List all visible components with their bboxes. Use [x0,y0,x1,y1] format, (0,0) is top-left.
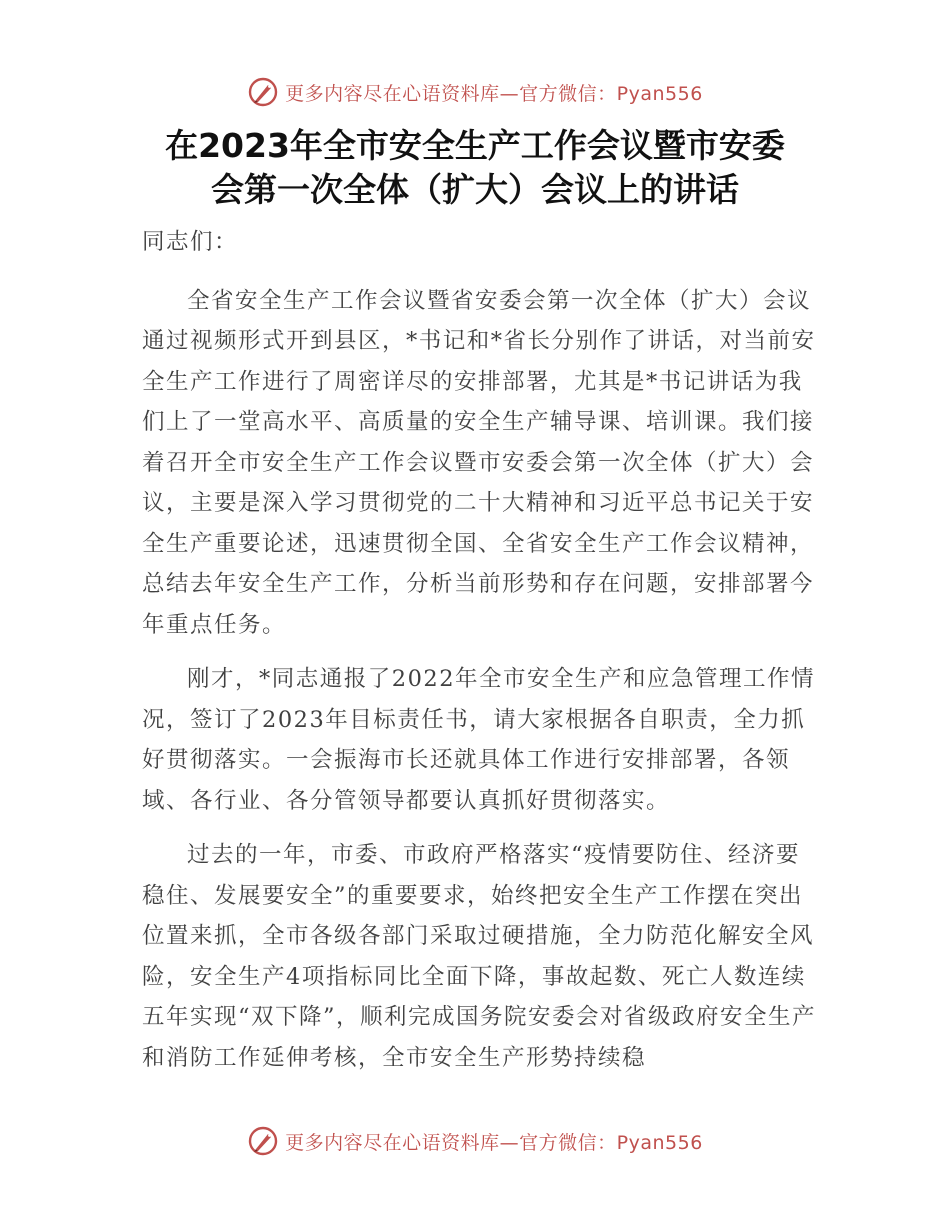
pen-nib-logo-icon [247,76,279,108]
salutation: 同志们： [142,229,239,255]
watermark-footer [0,1121,950,1161]
watermark-text: 更多内容尽在心语资料库—官方微信：Pyan556 [285,82,703,105]
paragraph-1: 全省安全生产工作会议暨省安委会第一次全体（扩大）会议通过视频形式开到县区，*书记和*省长分别作了讲话，对当前安全生产工作进行了周密详尽的安排部署，尤其是*书记讲话为我们上了一堂高水平、高质量的安全生产辅导课、培训课。我们接着召开全市安全生产工作会议暨市安委会第一次全体（扩大）会议，主要是深入学习贯彻党的二十大精神和习近平总书记关于安全生产重要论述，迅速贯彻全国、全省安全生产工作会议精神，总结去年安全生产工作，分析当前形势和存在问题，安排部署今年重点任务。 [142,287,816,638]
watermark-text: 更多内容尽在心语资料库—官方微信：Pyan556 [285,1131,703,1154]
pen-nib-logo-icon [247,1125,279,1157]
watermark-header [0,72,950,112]
title-line-2: 会第一次全体（扩大）会议上的讲话 [211,170,739,209]
title-line-1: 在2023年全市安全生产工作会议暨市安委 [165,126,785,165]
paragraph-3: 过去的一年，市委、市政府严格落实“疫情要防住、经济要稳住、发展要安全”的重要要求，始终把安全生产工作摆在突出位置来抓，全市各级各部门采取过硬措施，全力防范化解安全风险，安全生产4项指标同比全面下降，事故起数、死亡人数连续五年实现“双下降”，顺利完成国务院安委会对省级政府安全生产和消防工作延伸考核，全市安全生产形势持续稳 [142,842,817,1071]
document-title [100,124,850,212]
paragraph-2: 刚才，*同志通报了2022年全市安全生产和应急管理工作情况，签订了2023年目标责任书，请大家根据各自职责，全力抓好贯彻落实。一会振海市长还就具体工作进行安排部署，各领域、各行业、各分管领导都要认真抓好贯彻落实。 [142,666,816,814]
document-body [142,222,822,1078]
